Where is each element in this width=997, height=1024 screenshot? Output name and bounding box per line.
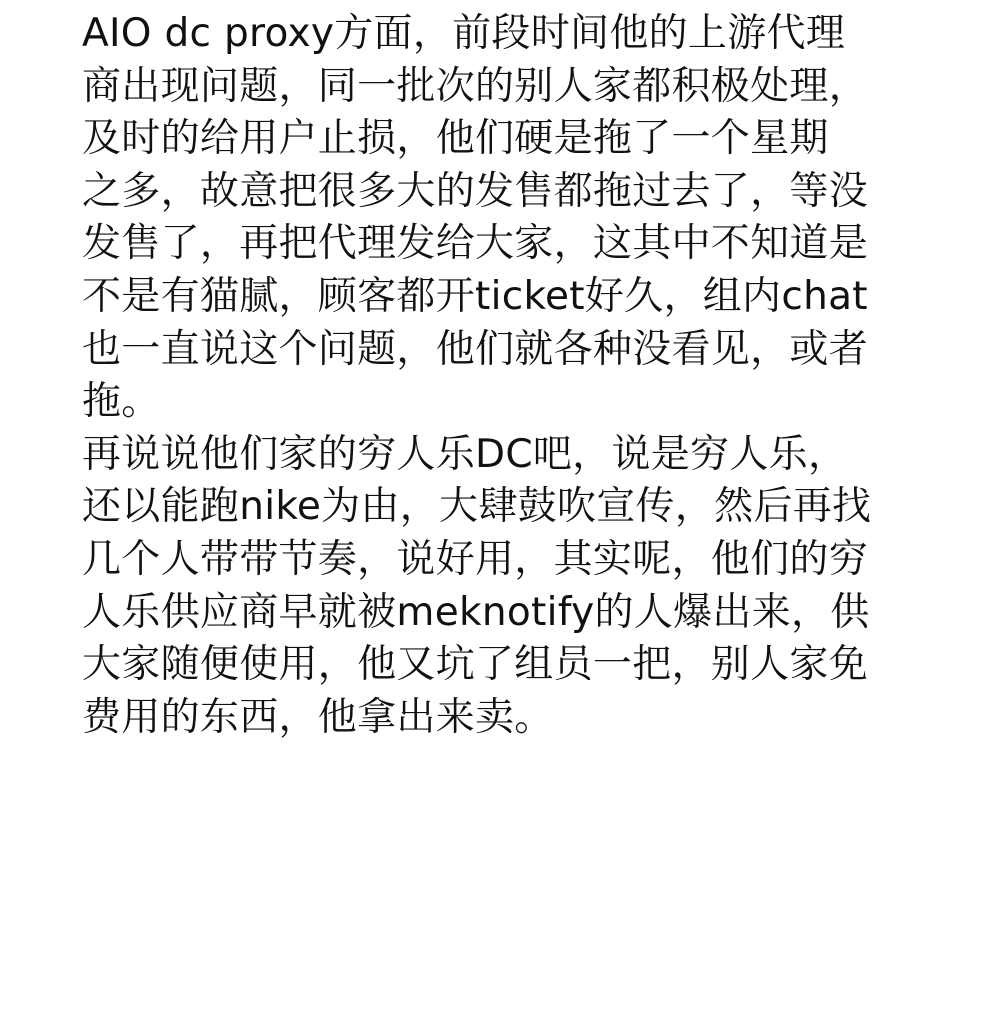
text-line: 几个人带带节奏，说好用，其实呢，他们的穷: [82, 536, 869, 582]
text-line: 人乐供应商早就被meknotify的人爆出来，供: [82, 589, 870, 635]
text-line: 大家随便使用，他又坑了组员一把，别人家免: [82, 642, 869, 688]
text-line: 还以能跑nike为由，大肆鼓吹宣传，然后再找: [82, 484, 872, 530]
text-line: 拖。: [82, 379, 161, 425]
text-line: 之多，故意把很多大的发售都拖过去了，等没: [82, 168, 869, 214]
text-line: 费用的东西，他拿出来卖。: [82, 694, 554, 740]
text-line: 不是有猫腻，顾客都开ticket好久，组内chat: [82, 273, 868, 319]
text-line: AIO dc proxy方面，前段时间他的上游代理: [82, 11, 846, 56]
text-line: 也一直说这个问题，他们就各种没看见，或者: [82, 326, 869, 372]
text-line: 发售了，再把代理发给大家，这其中不知道是: [82, 221, 869, 267]
text-line: 及时的给用户止损，他们硬是拖了一个星期: [82, 116, 829, 162]
text-line: 再说说他们家的穷人乐DC吧，说是穷人乐，: [82, 431, 848, 477]
post-body-text: [82, 8, 962, 744]
text-line: 商出现问题，同一批次的别人家都积极处理，: [82, 63, 869, 109]
